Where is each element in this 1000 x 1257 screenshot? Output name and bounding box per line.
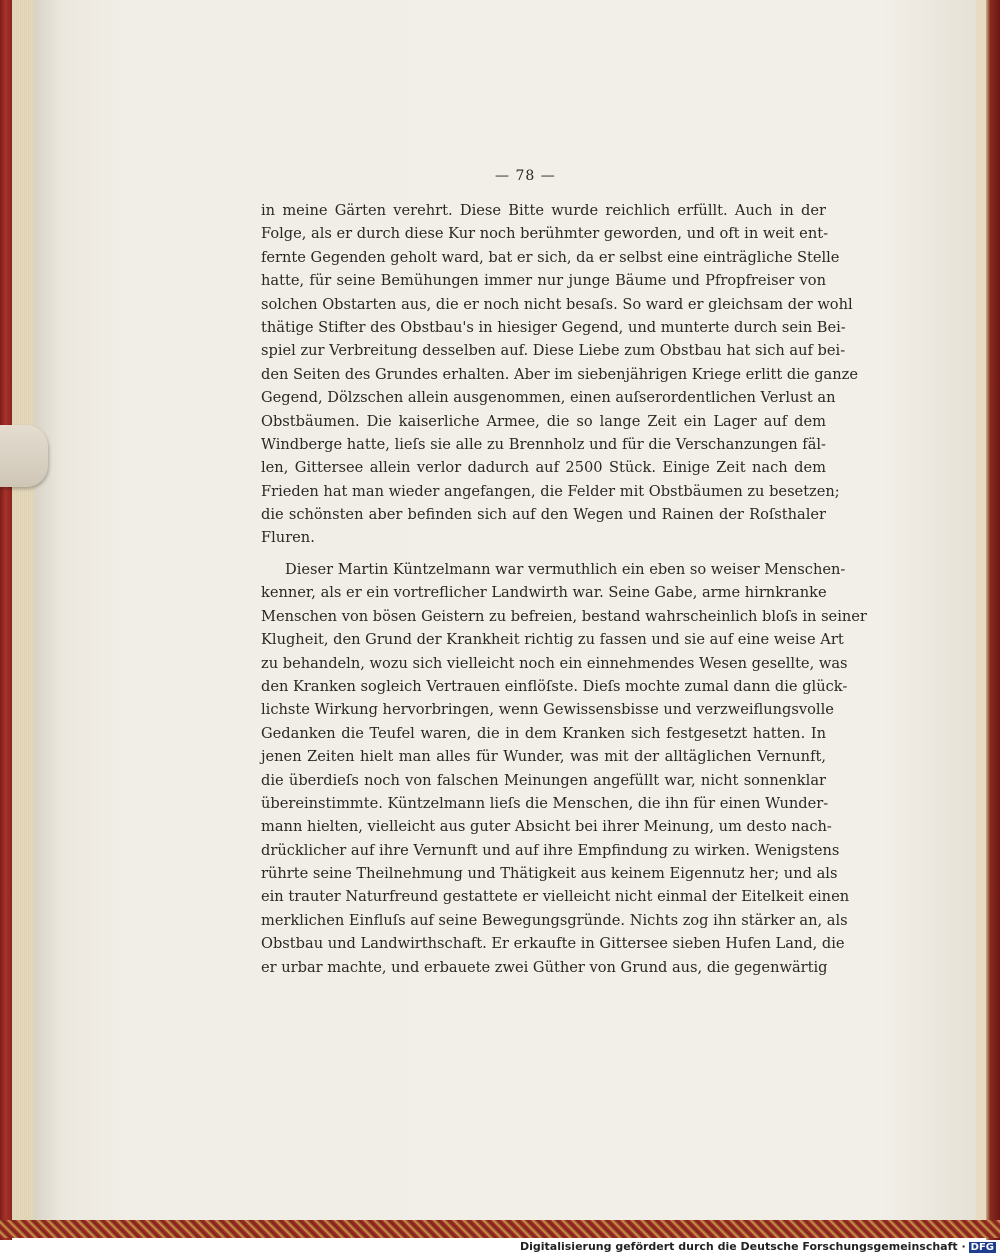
text-line: jenen Zeiten hielt man alles für Wunder, was mit der alltäglichen Vernunft, xyxy=(261,748,826,766)
text-line: mann hielten, vielleicht aus guter Absicht bei ihrer Meinung, um desto nach- xyxy=(261,818,832,836)
text-line: Obstbäumen. Die kaiserliche Armee, die so lange Zeit ein Lager auf dem xyxy=(261,412,826,430)
text-line: die schönsten aber befinden sich auf den Wegen und Rainen der Roſsthaler xyxy=(261,506,826,524)
text-line: drücklicher auf ihre Vernunft und auf ihre Empfindung zu wirken. Wenigstens xyxy=(261,841,840,859)
text-line: die überdieſs noch von falschen Meinungen angefüllt war, nicht sonnenklar xyxy=(261,771,826,789)
paragraph-2 xyxy=(261,558,867,979)
text-line: er urbar machte, und erbauete zwei Güther von Grund aus, die gegenwärtig xyxy=(261,958,828,976)
book-cover-bottom xyxy=(0,1220,1000,1238)
text-line: lichste Wirkung hervorbringen, wenn Gewissensbisse und verzweiflungsvolle xyxy=(261,701,834,719)
text-line: hatte, für seine Bemühungen immer nur junge Bäume und Pfropfreiser von xyxy=(261,272,826,290)
book-cover-right xyxy=(986,0,1000,1240)
digitization-credit xyxy=(520,1240,996,1253)
page-edges-left xyxy=(12,0,35,1225)
text-line: kenner, als er ein vortreflicher Landwirth war. Seine Gabe, arme hirnkranke xyxy=(261,584,827,602)
text-line: rührte seine Theilnehmung und Thätigkeit aus keinem Eigennutz her; und als xyxy=(261,865,838,883)
text-line: merklichen Einfluſs auf seine Bewegungsgründe. Nichts zog ihn stärker an, als xyxy=(261,911,848,929)
text-line: Obstbau und Landwirthschaft. Er erkaufte in Gittersee sieben Hufen Land, die xyxy=(261,935,845,953)
bookmark-slip xyxy=(0,425,48,487)
text-line: den Kranken sogleich Vertrauen einflöſste. Dieſs mochte zumal dann die glück- xyxy=(261,677,848,695)
page-edges-right xyxy=(976,0,986,1230)
text-line: übereinstimmte. Küntzelmann lieſs die Menschen, die ihn für einen Wunder- xyxy=(261,794,829,812)
text-line: Folge, als er durch diese Kur noch berühmter geworden, und oft in weit ent- xyxy=(261,225,829,243)
text-line: len, Gittersee allein verlor dadurch auf 2500 Stück. Einige Zeit nach dem xyxy=(261,459,826,477)
text-line: Windberge hatte, lieſs sie alle zu Brennholz und für die Verschanzungen fäl- xyxy=(261,435,826,453)
text-line: fernte Gegenden geholt ward, bat er sich, da er selbst eine einträgliche Stelle xyxy=(261,248,840,266)
text-line: Frieden hat man wieder angefangen, die Felder mit Obstbäumen zu besetzen; xyxy=(261,482,840,500)
text-line: zu behandeln, wozu sich vielleicht noch ein einnehmendes Wesen gesellte, was xyxy=(261,654,848,672)
text-line: Gegend, Dölzschen allein ausgenommen, einen auſserordentlichen Verlust an xyxy=(261,389,836,407)
text-line: Klugheit, den Grund der Krankheit richtig zu fassen und sie auf eine weise Art xyxy=(261,631,844,649)
text-line: Fluren. xyxy=(261,529,315,547)
text-line: Menschen von bösen Geistern zu befreien, bestand wahrscheinlich bloſs in seiner xyxy=(261,607,867,625)
text-line: Dieser Martin Küntzelmann war vermuthlich ein eben so weiser Menschen- xyxy=(285,561,846,578)
text-line: Gedanken die Teufel waren, die in dem Kranken sich festgesetzt hatten. In xyxy=(261,724,826,742)
text-line: den Seiten des Grundes erhalten. Aber im siebenjährigen Kriege erlitt die ganze xyxy=(261,365,858,383)
text-line: solchen Obstarten aus, die er noch nicht besaſs. So ward er gleichsam der wohl xyxy=(261,295,853,313)
text-line: ein trauter Naturfreund gestattete er vielleicht nicht einmal der Eitelkeit einen xyxy=(261,888,850,906)
text-line: spiel zur Verbreitung desselben auf. Diese Liebe zum Obstbau hat sich auf bei- xyxy=(261,342,846,360)
book-cover-left xyxy=(0,0,12,1240)
text-line: in meine Gärten verehrt. Diese Bitte wurde reichlich erfüllt. Auch in der xyxy=(261,202,826,219)
dfg-logo: DFG xyxy=(970,1242,994,1253)
credit-text: Digitalisierung gefördert durch die Deutsche Forschungsgemeinschaft · xyxy=(519,1240,966,1253)
page-number: — 78 — xyxy=(495,168,556,184)
paragraph-1 xyxy=(261,199,858,550)
text-line: thätige Stifter des Obstbau's in hiesiger Gegend, und munterte durch sein Bei- xyxy=(261,318,846,336)
